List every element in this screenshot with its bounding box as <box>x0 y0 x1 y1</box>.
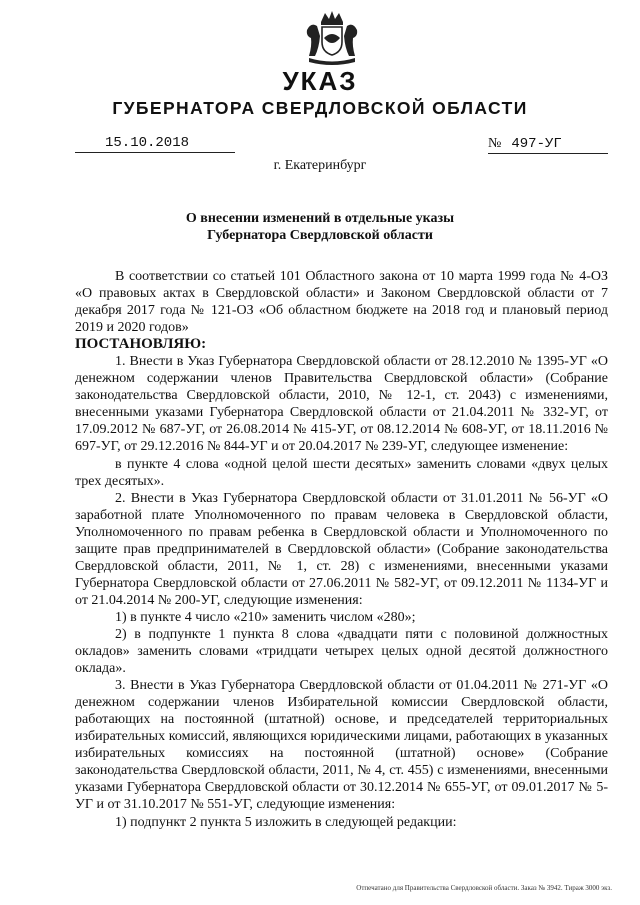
coat-of-arms-icon <box>303 8 361 68</box>
title-line-1: О внесении изменений в отдельные указы <box>185 211 455 226</box>
item-2-sub-2-paragraph: 2) в подпункте 1 пункта 8 слова «двадцати пяти с половиной должностных окладов» заменить словами «тридцати четырех целых одной десятой должностного оклада». <box>75 626 608 677</box>
number-label: № <box>488 136 502 151</box>
preamble-paragraph: В соответствии со статьей 101 Областного закона от 10 марта 1999 года № 4-ОЗ «О правовых актах в Свердловской области» и Законом Свердловской области от 7 декабря 2017 года № 121-ОЗ «Об областном бюджете на 2018 год и плановый период 2019 и 2020 годов» <box>75 269 608 336</box>
item-1-paragraph: 1. Внести в Указ Губернатора Свердловской области от 28.12.2010 № 1395-УГ «О денежном содержании членов Правительства Свердловской области» (Собрание законодательства Свердловской области, 2010, № 12-1, ст. 2043) с изменениями, внесенными указами Губернатора Свердловской области от 21.04.2011 № 332-УГ, от 17.09.2012 № 687-УГ, от 26.08.2014 № 415-УГ, от 08.12.2014 № 608-УГ, от 18.11.2016 № 697-УГ, от 29.12.2016 № 844-УГ и от 20.04.2017 № 239-УГ, следующее изменение: <box>75 354 608 455</box>
item-3-sub-1-paragraph: 1) подпункт 2 пункта 5 изложить в следующей редакции: <box>115 814 457 830</box>
resolve-heading: ПОСТАНОВЛЯЮ: <box>75 336 207 353</box>
decree-issuer: ГУБЕРНАТОРА СВЕРДЛОВСКОЙ ОБЛАСТИ <box>112 98 528 118</box>
decree-date: 15.10.2018 <box>75 135 235 153</box>
city: г. Екатеринбург <box>273 158 367 173</box>
title-line-2: Губернатора Свердловской области <box>207 228 433 243</box>
decree-number-field <box>488 135 608 154</box>
document-body <box>75 268 608 831</box>
item-2-sub-1-paragraph: 1) в пункте 4 число «210» заменить числом «280»; <box>115 609 416 625</box>
item-1-sub-paragraph: в пункте 4 слова «одной целой шести десятых» заменить словами «двух целых трех десятых». <box>75 456 608 489</box>
print-note: Отпечатано для Правительства Свердловской области. Заказ № 3942. Тираж 3000 экз. <box>356 884 612 892</box>
item-2-paragraph: 2. Внести в Указ Губернатора Свердловской области от 31.01.2011 № 56-УГ «О заработной плате Уполномоченного по правам человека в Свердловской области, Уполномоченного по правам ребенка в Свердловской области и Уполномоченного по защите прав предпринимателей в Свердловской области» (Собрание законодательства Свердловской области, 2011, № 1, ст. 28) с изменениями, внесенными указами Губернатора Свердловской области от 27.06.2011 № 582-УГ, от 09.12.2011 № 1134-УГ и от 21.04.2014 № 200-УГ, следующие изменения: <box>75 490 608 608</box>
decree-type: УКАЗ <box>282 66 358 96</box>
item-3-paragraph: 3. Внести в Указ Губернатора Свердловской области от 01.04.2011 № 271-УГ «О денежном содержании членов Избирательной комиссии Свердловской области, работающих на постоянной (штатной) основе, и председателей территориальных избирательных комиссий, являющихся юридическими лицами, работающих в указанных избирательных комиссиях на постоянной (штатной) основе» (Собрание законодательства Свердловской области, 2011, № 4, ст. 455) с изменениями, внесенными указами Губернатора Свердловской области от 30.12.2014 № 655-УГ, от 09.01.2017 № 5-УГ и от 31.10.2017 № 551-УГ, следующие изменения: <box>75 678 608 813</box>
decree-number: 497-УГ <box>511 136 562 152</box>
document-title <box>0 210 640 244</box>
